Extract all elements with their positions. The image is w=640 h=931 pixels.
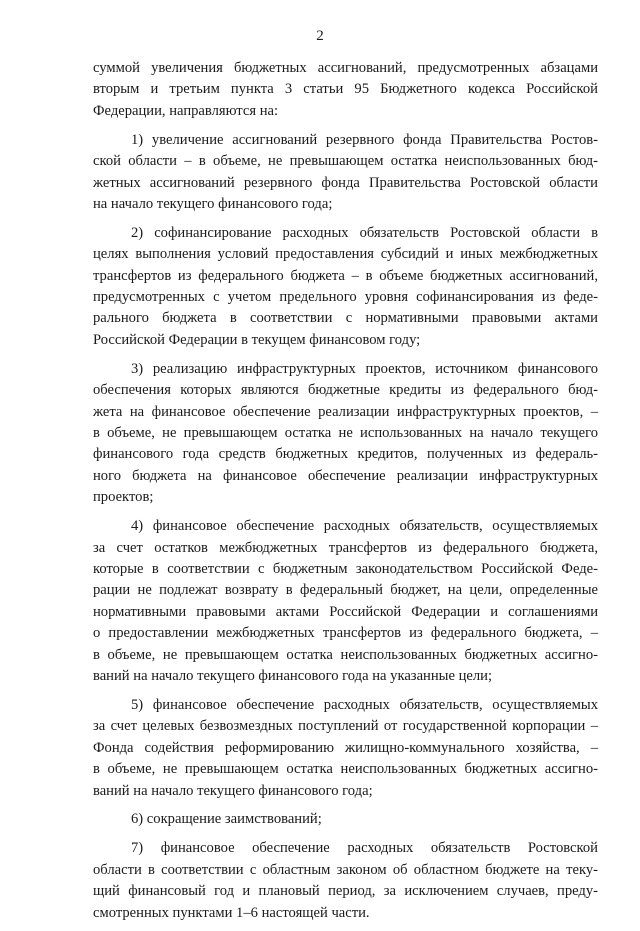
paragraph <box>93 58 598 122</box>
paragraph-line: области в соответствии с областным законом об областном бюджете на теку- <box>93 861 598 878</box>
paragraph-line: за счет целевых безвозмездных поступлений от государственной корпорации – <box>93 718 598 735</box>
paragraph-line: в объеме, не превышающем остатка неиспользованных бюджетных ассигно- <box>93 646 598 663</box>
paragraph-line: смотренных пунктами 1–6 настоящей части. <box>93 904 370 921</box>
paragraph-line: 3) реализацию инфраструктурных проектов, источником финансового <box>131 360 598 377</box>
paragraph-line: обеспечения которых являются бюджетные кредиты из федерального бюд- <box>93 382 598 399</box>
paragraph-line: проектов; <box>93 489 154 506</box>
paragraph-line: рации не подлежат возврату в федеральный бюджет, на цели, определенные <box>93 582 598 599</box>
paragraph-line: 1) увеличение ассигнований резервного фонда Правительства Ростов- <box>131 131 598 148</box>
paragraph-line: щий финансовый год и плановый период, за исключением случаев, преду- <box>93 883 598 900</box>
paragraph-line: 5) финансовое обеспечение расходных обязательств, осуществляемых <box>131 696 598 713</box>
paragraph-line: которые в соответствии с бюджетным законодательством Российской Феде- <box>93 560 598 577</box>
paragraph-line: в объеме, не превышающем остатка неиспользованных бюджетных ассигно- <box>93 761 598 778</box>
paragraph-line: в объеме, не превышающем остатка не использованных на начало текущего <box>93 425 598 441</box>
paragraph-line: Фонда содействия реформированию жилищно-коммунального хозяйства, – <box>93 739 598 756</box>
paragraph <box>93 809 598 830</box>
paragraph-line: нормативными правовыми актами Российской Федерации и соглашениями <box>93 603 598 620</box>
paragraph-line: трансфертов из федерального бюджета – в объеме бюджетных ассигнований, <box>93 267 598 284</box>
page-number: 2 <box>316 28 324 44</box>
paragraph-line: 2) софинансирование расходных обязательств Ростовской области в <box>131 224 598 241</box>
paragraph-line: финансового года средств бюджетных кредитов, полученных из федераль- <box>93 446 598 463</box>
paragraph <box>93 838 598 924</box>
paragraph-line: 6) сокращение заимствований; <box>131 811 322 828</box>
paragraph-line: о предоставлении межбюджетных трансфертов из федерального бюджета, – <box>93 625 598 642</box>
paragraph <box>93 516 598 687</box>
paragraph-line: за счет остатков межбюджетных трансфертов из федерального бюджета, <box>93 539 598 556</box>
paragraph-line: вторым и третьим пункта 3 статьи 95 Бюджетного кодекса Российской <box>93 81 598 98</box>
paragraph-line: ской области – в объеме, не превышающем остатка неиспользованных бюд- <box>93 153 598 170</box>
paragraph-line: Российской Федерации в текущем финансовом году; <box>93 331 421 348</box>
paragraph-line: 7) финансовое обеспечение расходных обязательств Ростовской <box>131 840 598 857</box>
paragraph-line: рального бюджета в соответствии с нормативными правовыми актами <box>93 310 598 327</box>
paragraph-line: жетных ассигнований резервного фонда Правительства Ростовской области <box>93 174 598 191</box>
paragraph-line: ваний на начало текущего финансового года на указанные цели; <box>93 667 493 684</box>
paragraph-line: ваний на начало текущего финансового года; <box>93 782 373 799</box>
paragraph <box>93 695 598 802</box>
paragraph <box>93 130 598 216</box>
paragraph-line: Федерации, направляются на: <box>93 102 279 119</box>
paragraph-line: на начало текущего финансового года; <box>93 195 333 212</box>
paragraph <box>93 359 598 509</box>
paragraph-line: 4) финансовое обеспечение расходных обязательств, осуществляемых <box>131 518 598 535</box>
paragraph <box>93 223 598 351</box>
paragraph-line: жета на финансовое обеспечение реализации инфраструктурных проектов, – <box>93 403 598 420</box>
document-body <box>93 58 598 931</box>
paragraph-line: суммой увеличения бюджетных ассигнований, предусмотренных абзацами <box>93 60 598 76</box>
paragraph-line: целях выполнения условий предоставления субсидий и иных межбюджетных <box>93 246 598 263</box>
paragraph-line: ного бюджета на финансовое обеспечение реализации инфраструктурных <box>93 467 598 484</box>
paragraph-line: предусмотренных с учетом предельного уровня софинансирования из феде- <box>93 289 598 306</box>
